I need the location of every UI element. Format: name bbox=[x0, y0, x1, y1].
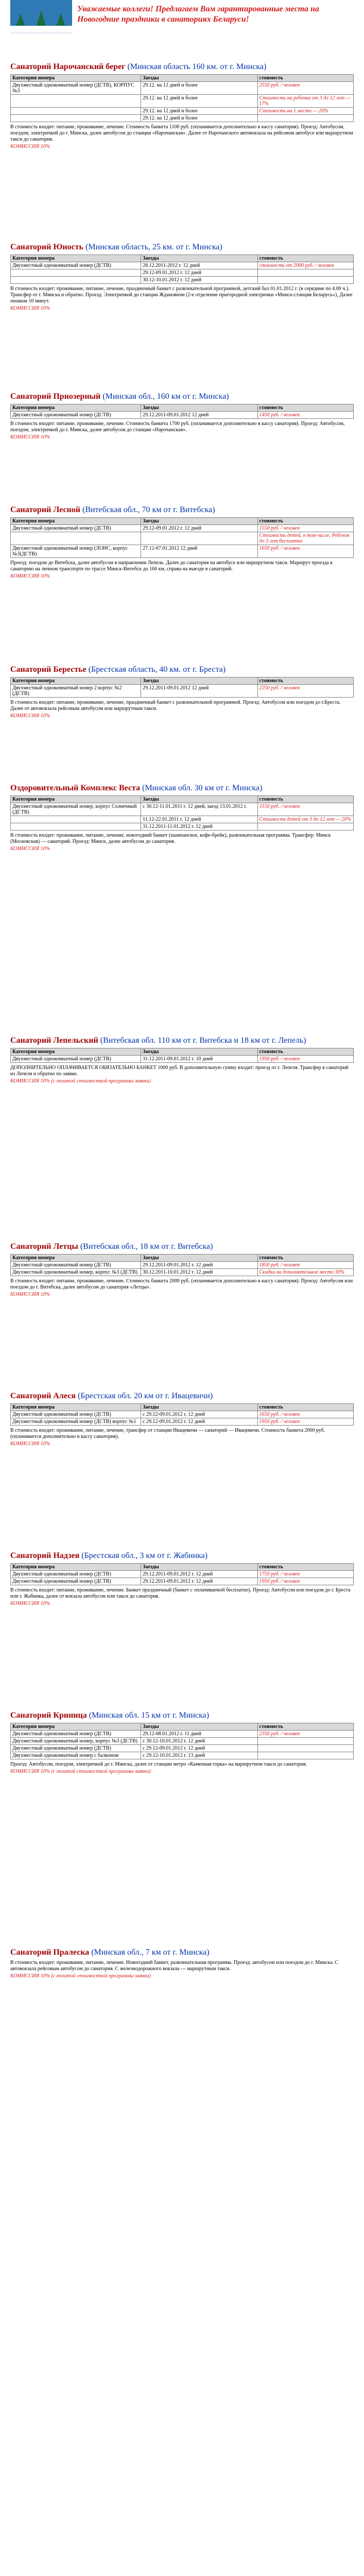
commission-note: КОМИССИЯ 10% bbox=[10, 144, 50, 149]
table-cell: 29.12.2011-09.01.2012 г. 12 дней bbox=[141, 1578, 257, 1585]
table-cell bbox=[257, 277, 353, 284]
table-header-cell: стоимость bbox=[257, 255, 353, 262]
intro-text: Уважаемые коллеги! Предлагаем Вам гарантированные места на Новогодние праздники в санаториях Беларуси! bbox=[77, 5, 319, 24]
sanatorium-description: В стоимость входит: питание, проживание, лечение. Банкет праздничный (банкет с оплачиваемой бесплатно). Проезд: Автобусом или поездом до г. Бреста или г. Жабинка, далее от вокзала автобусом или такси до санатория. bbox=[10, 1587, 351, 1599]
table-header-cell: Заезды bbox=[141, 518, 257, 525]
table-cell bbox=[11, 277, 141, 284]
sanatorium-description: В стоимость входит: питание, проживание, лечение. Стоимость банкета 1100 руб. (оплачивается дополнительно в кассу санатория). Проезд: Автобусом, поездом, электричкой до г. Минска, далее автобусом до станции «Нарочанская». Далее от Нарочанского автовокзала на рейсовом автобусе или маршрутном такси до санатория. bbox=[10, 124, 353, 142]
table-cell: Стоимость детей от 3 до 12 лет — 20% bbox=[257, 816, 353, 823]
sanatorium-title bbox=[10, 392, 354, 402]
table-header-cell: Категория номера bbox=[11, 1255, 141, 1262]
table-header-cell: стоимость bbox=[257, 796, 353, 803]
table-cell: 1550 руб. / человек bbox=[257, 525, 353, 532]
table-row bbox=[11, 532, 354, 545]
table-cell: 30.12.2011-10.01.2012 г. 12 дней bbox=[141, 1269, 257, 1276]
sanatorium-title bbox=[10, 242, 354, 252]
table-cell: Двухместный однокомнатный номер (ДСТВ) bbox=[11, 1056, 141, 1063]
table-cell: Двухместный однокомнатный номер, корпус №3 (ДСТВ) bbox=[11, 1269, 141, 1276]
table-header-row bbox=[11, 677, 354, 685]
price-table bbox=[10, 795, 354, 831]
price-table bbox=[10, 1563, 354, 1585]
table-header-cell: Заезды bbox=[141, 677, 257, 685]
table-row bbox=[11, 115, 354, 122]
table-cell bbox=[257, 1752, 353, 1759]
table-cell: 1650 руб. / человек bbox=[257, 1411, 353, 1418]
commission-note: КОМИССИЯ 10% bbox=[10, 306, 50, 311]
table-cell bbox=[11, 108, 141, 115]
table-row bbox=[11, 1262, 354, 1269]
sanatorium-title bbox=[10, 1947, 354, 1958]
table-cell: 28.12.2011-2012 г. 12 дней bbox=[141, 262, 257, 269]
table-row bbox=[11, 82, 354, 95]
table-cell: с 29.12-10.01.2012 г. 13 дней bbox=[141, 1752, 257, 1759]
table-cell: 30.12-10.01.2012 г. 12 дней bbox=[141, 277, 257, 284]
sanatorium-region: (Минская область 160 км. от г. Минска) bbox=[127, 62, 267, 71]
table-cell: Двухместный однокомнатный номер (ЛОНС, корпус №3(ДСТВ) bbox=[11, 545, 141, 558]
table-row bbox=[11, 108, 354, 115]
table-header-row bbox=[11, 1048, 354, 1056]
sanatorium-name: Санаторий Надзея bbox=[10, 1551, 80, 1560]
table-cell: 3150 руб. / человек bbox=[257, 803, 353, 816]
table-header-row bbox=[11, 75, 354, 82]
sanatorium-name: Санаторий Берестье bbox=[10, 665, 86, 674]
sanatorium-title bbox=[10, 1391, 354, 1401]
table-cell bbox=[11, 115, 141, 122]
table-row bbox=[11, 685, 354, 698]
table-header-cell: Категория номера bbox=[11, 796, 141, 803]
table-cell: 27.12-07.01.2012 12 дней bbox=[141, 545, 257, 558]
sanatorium-region: (Витебская обл., 70 км от г. Витебска) bbox=[82, 505, 215, 514]
table-cell: с 29.12-09.01.2012 г. 12 дней bbox=[141, 1745, 257, 1752]
table-row bbox=[11, 1411, 354, 1418]
sanatorium-description: Проезд: поездом до Витебска, далее автобусом в направлении Лепель. Далее до санатория на автобусе или маршрутном такси. Маршрут проезда к санаторию на личном транспорте по трассе Минск-Витебск до 160 км, справа на выезде в санаторий. bbox=[10, 560, 333, 572]
table-header-cell: стоимость bbox=[257, 1404, 353, 1411]
table-row bbox=[11, 1269, 354, 1276]
table-cell: Двухместный однокомнатный номер, корпус №3 (ДСТВ) bbox=[11, 1738, 141, 1745]
price-table bbox=[10, 1403, 354, 1426]
sanatorium-region: (Брестская обл., 3 км от г. Жабинка) bbox=[81, 1551, 208, 1560]
table-cell: Стоимость детей, в том числе, Ребенок до 3 лет бесплатно bbox=[257, 532, 353, 545]
price-table bbox=[10, 1048, 354, 1063]
sanatorium-region: (Минская обл., 160 км от г. Минска) bbox=[102, 392, 229, 401]
table-row bbox=[11, 277, 354, 284]
sanatorium-region: (Брестская область, 40 км. от г. Бреста) bbox=[88, 665, 226, 674]
commission-note: КОМИССИЯ 10% bbox=[10, 846, 50, 852]
table-cell: 1650 руб. / человек bbox=[257, 545, 353, 558]
sanatorium-name: Санаторий Юность bbox=[10, 243, 83, 251]
table-cell: Двухместный однокомнатный номер (ДСТВ) bbox=[11, 1571, 141, 1578]
table-header-cell: стоимость bbox=[257, 1255, 353, 1262]
table-header-cell: Заезды bbox=[141, 404, 257, 412]
table-cell: 29.12.2011-09.01.2012 12 дней bbox=[141, 412, 257, 419]
commission-note: КОМИССИЯ 10% bbox=[10, 1292, 50, 1297]
table-cell: Двухместный однокомнатный номер с балконом bbox=[11, 1752, 141, 1759]
table-cell: 29.12-09.01.2012 г. 12 дней bbox=[141, 525, 257, 532]
sanatorium-section bbox=[10, 242, 354, 311]
sanatorium-description: Проезд: Автобусом, поездом, электричкой до г. Минска, далее от станции метро «Каменная горка» на маршрутном такси до санатория. bbox=[10, 1761, 307, 1767]
table-cell: с 30.12-10.01.2012 г. 12 дней bbox=[141, 1738, 257, 1745]
sanatorium-title bbox=[10, 783, 354, 793]
table-cell: 29.12.2011-09.01.2012 г. 12 дней bbox=[141, 1571, 257, 1578]
table-cell bbox=[257, 269, 353, 277]
table-row bbox=[11, 1752, 354, 1759]
sanatorium-title bbox=[10, 1551, 354, 1561]
sanatorium-region: (Минская обл. 30 км от г. Минска) bbox=[142, 784, 263, 792]
sanatorium-description: В стоимость входит: проживание, питание, лечение. Новогодний банкет, развлекательная программа. Проезд: автобусом или поездом до г. Минска. С автовокзала рейсовым автобусом до санатория. С железнодорожного вокзала — маршрутным такси. bbox=[10, 1960, 339, 1972]
table-header-cell: Заезды bbox=[141, 1723, 257, 1731]
table-cell bbox=[11, 269, 141, 277]
table-header-cell: Категория номера bbox=[11, 75, 141, 82]
table-header-row bbox=[11, 404, 354, 412]
table-header-cell: стоимость bbox=[257, 1723, 353, 1731]
table-row bbox=[11, 1418, 354, 1426]
table-cell bbox=[11, 816, 141, 823]
table-header-cell: Заезды bbox=[141, 796, 257, 803]
sanatorium-section bbox=[10, 665, 354, 719]
table-header-cell: стоимость bbox=[257, 1048, 353, 1056]
table-row bbox=[11, 1056, 354, 1063]
sanatorium-section bbox=[10, 1551, 354, 1606]
sanatorium-title bbox=[10, 665, 354, 675]
table-header-cell: Заезды bbox=[141, 1564, 257, 1571]
table-cell: 1450 руб. / человек bbox=[257, 412, 353, 419]
sanatorium-name: Санаторий Лесной bbox=[10, 505, 80, 514]
table-cell: 1950 руб. / человек bbox=[257, 1418, 353, 1426]
table-header-cell: Категория номера bbox=[11, 255, 141, 262]
sanatorium-name: Санаторий Летцы bbox=[10, 1242, 78, 1251]
table-cell: 1950 руб. / человек bbox=[257, 1056, 353, 1063]
commission-note: КОМИССИЯ 10% bbox=[10, 1441, 50, 1447]
table-row bbox=[11, 1738, 354, 1745]
sanatorium-section bbox=[10, 1391, 354, 1447]
table-header-cell: стоимость bbox=[257, 404, 353, 412]
sanatorium-name: Санаторий Лепельский bbox=[10, 1036, 98, 1045]
sanatorium-name: Санаторий Алеся bbox=[10, 1392, 76, 1400]
table-cell: 31.12.2011-11.01.2012 г. 12 дней bbox=[141, 823, 257, 831]
sanatorium-name: Оздоровительный Комплекс Веста bbox=[10, 784, 141, 792]
table-row bbox=[11, 1571, 354, 1578]
table-cell: 11.12-22.01.2011 г. 12 дней bbox=[141, 816, 257, 823]
price-table bbox=[10, 255, 354, 284]
table-cell: 29.12-08.01.2012 г. 11 дней bbox=[141, 1731, 257, 1738]
sanatorium-section bbox=[10, 62, 354, 149]
table-cell: 2550 руб. / человек bbox=[257, 82, 353, 95]
sanatorium-section bbox=[10, 783, 354, 852]
sanatorium-name: Санаторий Пралеска bbox=[10, 1948, 90, 1957]
sanatorium-description: В стоимость входит: проживание, питание, лечение, новогодний банкет (шампанское, кофе-брейк), развлекательная программа. Трансфер: Минск (Московская) — санаторий. Проезд: Минск, далее автобусом до санатория. bbox=[10, 833, 331, 844]
sanatorium-title bbox=[10, 1036, 354, 1046]
table-cell bbox=[257, 1745, 353, 1752]
table-header-cell: Категория номера bbox=[11, 404, 141, 412]
price-table bbox=[10, 517, 354, 558]
table-cell: с 30.12-11.01.2011 г. 12 дней, заезд 13.01.2012 г. bbox=[141, 803, 257, 816]
table-cell: 29.12.2011-09.01.2012 12 дней bbox=[141, 685, 257, 698]
table-header-row bbox=[11, 518, 354, 525]
table-header-cell: Заезды bbox=[141, 75, 257, 82]
sanatorium-description: В стоимость входит: проживание, питание, лечение, трансфер от станции Ивацевичи — санаторий — Ивацевичи. Стоимость банкета 2000 руб. (оплачивается дополнительно в кассу санатория). bbox=[10, 1428, 325, 1439]
table-header-cell: Категория номера bbox=[11, 1404, 141, 1411]
table-cell: 29.12-09.01.2012 г. 12 дней bbox=[141, 269, 257, 277]
table-cell: 29.12.2011-09.01.2012 г. 12 дней bbox=[141, 1262, 257, 1269]
sanatorium-section bbox=[10, 392, 354, 440]
table-header-cell: Заезды bbox=[141, 1255, 257, 1262]
table-cell bbox=[11, 823, 141, 831]
table-cell: с 29.12-09.01.2012 г. 12 дней bbox=[141, 1418, 257, 1426]
winter-banner-image bbox=[10, 0, 72, 33]
table-header-cell: стоимость bbox=[257, 1564, 353, 1571]
table-header-cell: стоимость bbox=[257, 518, 353, 525]
commission-note: КОМИССИЯ 10% bbox=[10, 1601, 50, 1606]
sanatorium-name: Санаторий Приозерный bbox=[10, 392, 101, 401]
table-row bbox=[11, 1578, 354, 1585]
commission-note: КОМИССИЯ 10% (с оплатой стоимостной программы заявки) bbox=[10, 1973, 151, 1979]
table-row bbox=[11, 269, 354, 277]
table-cell: 29.12. на 12 дней и более bbox=[141, 95, 257, 108]
sanatorium-section bbox=[10, 1710, 354, 1774]
table-header-row bbox=[11, 255, 354, 262]
table-row bbox=[11, 823, 354, 831]
table-cell: Двухместный однокомнатный номер (ДСТВ), КОРПУС №3 bbox=[11, 82, 141, 95]
table-row bbox=[11, 1745, 354, 1752]
table-header-cell: Заезды bbox=[141, 255, 257, 262]
table-header-cell: Заезды bbox=[141, 1404, 257, 1411]
price-table bbox=[10, 74, 354, 122]
table-cell: 2350 руб. / человек bbox=[257, 1731, 353, 1738]
sanatorium-name: Санаторий Нарочанский берег bbox=[10, 62, 126, 71]
table-cell bbox=[257, 823, 353, 831]
sanatorium-region: (Витебская обл., 18 км от г. Витебска) bbox=[80, 1242, 213, 1251]
sanatorium-region: (Минская область, 25 км. от г. Минска) bbox=[85, 243, 222, 251]
table-cell: Двухместный однокомнатный номер (ДСТВ) bbox=[11, 412, 141, 419]
commission-note: КОМИССИЯ 10% bbox=[10, 434, 50, 440]
table-row bbox=[11, 816, 354, 823]
sanatorium-name: Санаторий Криница bbox=[10, 1711, 87, 1720]
sanatorium-region: (Брестская обл. 20 км от г. Ивацевичи) bbox=[77, 1392, 213, 1400]
sanatorium-section bbox=[10, 1947, 354, 1979]
table-header-cell: Категория номера bbox=[11, 518, 141, 525]
sanatorium-title bbox=[10, 1710, 354, 1721]
table-cell bbox=[257, 1738, 353, 1745]
commission-note: КОМИССИЯ 10% bbox=[10, 713, 50, 719]
table-cell: Двухместный однокомнатный номер (ДСТВ) bbox=[11, 1578, 141, 1585]
table-cell: 29.12. на 12 дней и более bbox=[141, 82, 257, 95]
table-header-row bbox=[11, 1404, 354, 1411]
sanatorium-region: (Витебская обл. 110 км от г. Витебска и 18 км от г. Лепель) bbox=[100, 1036, 306, 1045]
table-cell: Двухместный однокомнатный номер (ДСТВ) корпус №1 bbox=[11, 1418, 141, 1426]
price-table bbox=[10, 404, 354, 419]
table-cell: Двухместный однокомнатный номер (ДСТВ) bbox=[11, 1731, 141, 1738]
table-header-cell: стоимость bbox=[257, 75, 353, 82]
table-row bbox=[11, 412, 354, 419]
commission-note: КОМИССИЯ 10% bbox=[10, 573, 50, 579]
table-row bbox=[11, 95, 354, 108]
sanatorium-description: В стоимость входит: проживание, питание, лечение, праздничный банкет с развлекательной программой, детский бал 01.01.2012 г. (в середине по 4.00 ч.). Трансфер от г. Минска и обратно. Проезд: Электричкой до станции Ждановичи (2-е отделение пригородной электрички «Минск-станция Беларусь»), Далее пешком 10 минут. bbox=[10, 286, 353, 304]
table-header-cell: Категория номера bbox=[11, 1564, 141, 1571]
table-cell: Двухместный однокомнатный номер (ДСТВ) bbox=[11, 1262, 141, 1269]
sanatorium-description: В стоимость входит: питание, проживание, лечение, праздничный банкет с развлекательной программой. Проезд: Автобусом или поездом до г.Бреста. Далее от автовокзала рейсовым автобусом или маршрутным такси. bbox=[10, 700, 341, 711]
table-cell: 2250 руб. / человек bbox=[257, 685, 353, 698]
table-header-cell: Категория номера bbox=[11, 677, 141, 685]
sanatorium-title bbox=[10, 505, 354, 515]
table-cell: с 29.12-09.01.2012 г. 12 дней bbox=[141, 1411, 257, 1418]
table-header-cell: стоимость bbox=[257, 677, 353, 685]
table-row bbox=[11, 545, 354, 558]
table-cell: Двухместный однокомнатный номер 2 корпус №2 (ДСТВ) bbox=[11, 685, 141, 698]
table-cell: Двухместный однокомнатный номер, корпус Солнечный (ДСТВ) bbox=[11, 803, 141, 816]
table-header-row bbox=[11, 1564, 354, 1571]
table-header-row bbox=[11, 796, 354, 803]
table-cell: 31.12.2011-09.01.2012 г. 10 дней bbox=[141, 1056, 257, 1063]
table-row bbox=[11, 525, 354, 532]
table-row bbox=[11, 803, 354, 816]
price-table bbox=[10, 1723, 354, 1759]
table-cell: Стоимость на 1 место — 20% bbox=[257, 108, 353, 115]
table-cell: Двухместный однокомнатный номер (ДСТВ) bbox=[11, 262, 141, 269]
sanatorium-description: В стоимость входит: питание, проживание, лечение. Стоимость банкета 2000 руб. (оплачивается дополнительно в кассу санатория). Проезд: Автобусом или поездом до г. Витебска, далее автобусом до санатория «Летцы». bbox=[10, 1278, 353, 1290]
table-cell: 1850 руб. / человек bbox=[257, 1262, 353, 1269]
table-cell bbox=[11, 532, 141, 545]
price-table bbox=[10, 677, 354, 698]
table-cell: Двухместный однокомнатный номер (ДСТВ) bbox=[11, 1745, 141, 1752]
table-header-row bbox=[11, 1255, 354, 1262]
table-cell: Стоимость на ребенка от 3 до 12 лет — 17% bbox=[257, 95, 353, 108]
commission-note: КОМИССИЯ 10% (с оплатой стоимостной программы заявки) bbox=[10, 1078, 151, 1084]
sanatorium-description: В стоимость входит: питание, проживание, лечение. Стоимость банкета 1700 руб. (оплачивается дополнительно в кассу санатория). Проезд: Автобусом, поездом, электричкой до г. Минска, далее автобусом до станции «Нарочанская». bbox=[10, 421, 345, 433]
table-header-cell: Заезды bbox=[141, 1048, 257, 1056]
table-cell bbox=[11, 95, 141, 108]
table-cell: 1750 руб. / человек bbox=[257, 1571, 353, 1578]
table-header-row bbox=[11, 1723, 354, 1731]
commission-note: КОМИССИЯ 10% (с оплатой стоимостной программы заявки) bbox=[10, 1769, 151, 1774]
sanatorium-title bbox=[10, 62, 354, 72]
sanatorium-section bbox=[10, 505, 354, 579]
table-row bbox=[11, 262, 354, 269]
table-header-cell: Категория номера bbox=[11, 1723, 141, 1731]
sanatorium-section bbox=[10, 1036, 354, 1084]
price-table bbox=[10, 1254, 354, 1276]
sanatorium-description: ДОПОЛНИТЕЛЬНО ОПЛАЧИВАЕТСЯ ОБЯЗАТЕЛЬНО БАНКЕТ 1000 руб. В дополнительную сумму входит: проезд от г. Лепеля. Трансфер в санаторий из Лепеля и обратно по заявке. bbox=[10, 1065, 349, 1077]
snow-strip bbox=[10, 26, 72, 32]
table-cell: 1950 руб. / человек bbox=[257, 1578, 353, 1585]
table-cell: Двухместный однокомнатный номер (ДСТВ) bbox=[11, 525, 141, 532]
tree-icon bbox=[36, 10, 46, 28]
sanatorium-region: (Минская обл., 7 км от г. Минска) bbox=[91, 1948, 210, 1957]
table-cell: стоимость от 2000 руб. / человек bbox=[257, 262, 353, 269]
table-cell: Скидка на дополнительное место 30% bbox=[257, 1269, 353, 1276]
table-cell bbox=[257, 115, 353, 122]
table-header-cell: Категория номера bbox=[11, 1048, 141, 1056]
table-cell: Двухместный однокомнатный номер (ДСТВ) bbox=[11, 1411, 141, 1418]
table-cell: 29.12. на 12 дней и более bbox=[141, 115, 257, 122]
sanatorium-region: (Минская обл. 15 км от г. Минска) bbox=[89, 1711, 210, 1720]
sanatorium-title bbox=[10, 1242, 354, 1252]
table-cell bbox=[141, 532, 257, 545]
sanatorium-section bbox=[10, 1242, 354, 1297]
table-cell: 29.12. на 12 дней и более bbox=[141, 108, 257, 115]
table-row bbox=[11, 1731, 354, 1738]
